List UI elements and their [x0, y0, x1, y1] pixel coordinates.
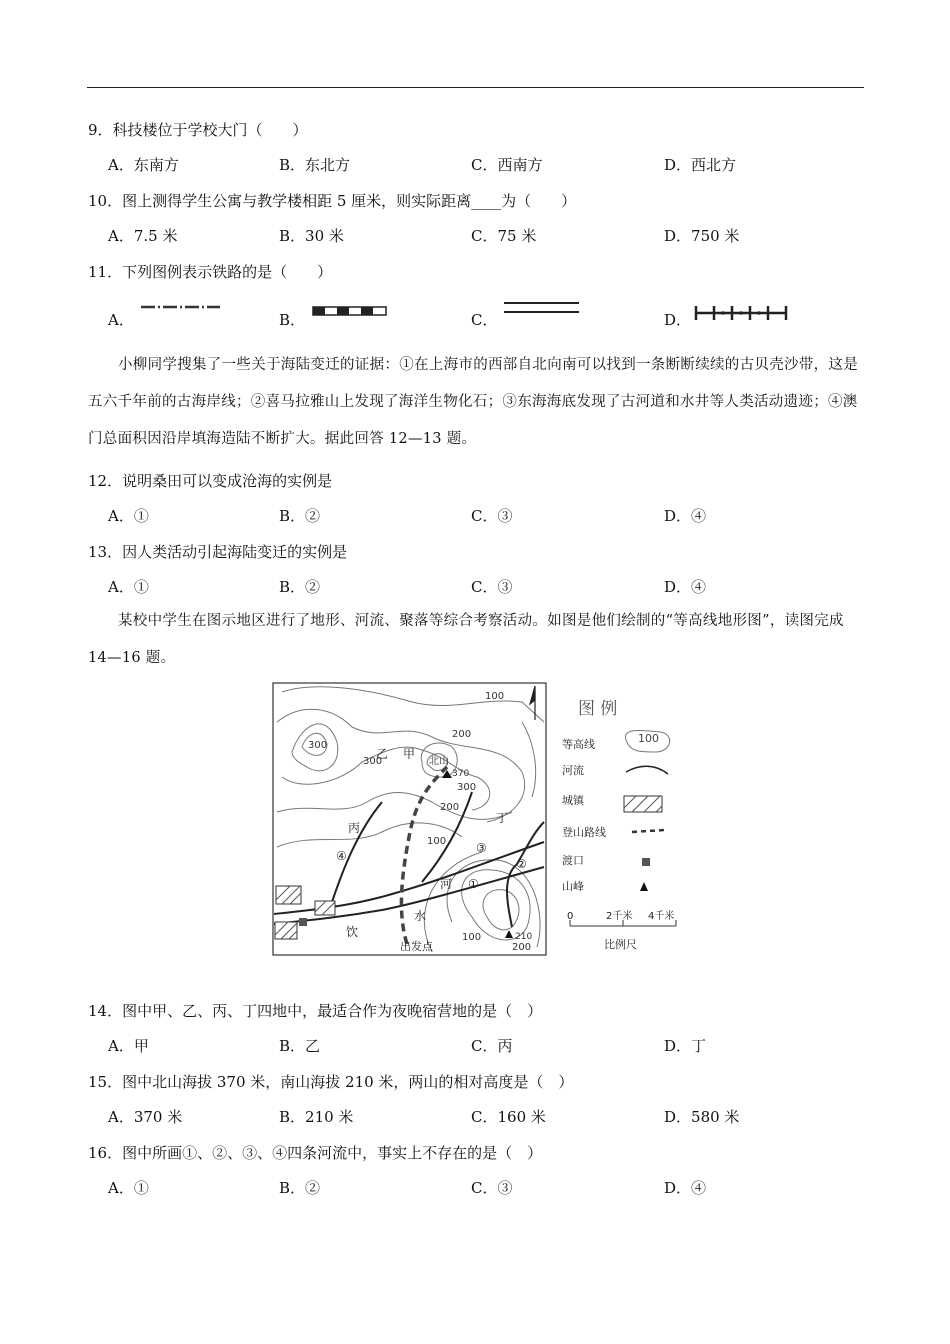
legend-ferry-label: 渡口 — [562, 854, 584, 867]
q15-option-c[interactable]: C．160 米 — [471, 1108, 546, 1126]
q13-option-d[interactable]: D．④ — [664, 578, 707, 596]
q14-option-c[interactable]: C．丙 — [471, 1037, 513, 1055]
q16-option-d[interactable]: D．④ — [664, 1179, 707, 1197]
q11-stem: 11．下列图例表示铁路的是（ ） — [88, 263, 333, 281]
map-river-number: ① — [468, 877, 479, 891]
passage-2-text: 某校中学生在图示地区进行了地形、河流、聚落等综合考察活动。如图是他们绘制的“等高线地形图”，读图完成 14—16 题。 — [88, 613, 844, 666]
legend-title: 图 例 — [578, 699, 618, 719]
header-rule — [87, 87, 864, 88]
q16-option-b[interactable]: B．② — [279, 1179, 321, 1197]
legend-peak-icon — [640, 882, 648, 891]
q10-option-c[interactable]: C．75 米 — [471, 227, 537, 245]
map-river-number: ③ — [476, 841, 487, 855]
symbol-railway-icon — [312, 305, 388, 317]
legend-scale-label: 比例尺 — [604, 938, 637, 951]
legend-contour-value: 100 — [638, 732, 659, 745]
q9-option-d[interactable]: D．西北方 — [664, 156, 737, 174]
q11-option-c[interactable]: C． — [471, 311, 498, 329]
passage-1-text: 小柳同学搜集了一些关于海陆变迁的证据：①在上海市的西部自北向南可以找到一条断断续续的古贝壳沙带，这是五六千年前的古海岸线；②喜马拉雅山上发现了海洋生物化石；③东海海底发现了古河道和水井等人类活动遗迹；④澳门总面积因沿岸填海造陆不断扩大。据此回答 12—13 题。 — [88, 357, 858, 447]
symbol-dash-dot-line-icon — [140, 301, 222, 313]
q16-stem: 16．图中所画①、②、③、④四条河流中，事实上不存在的是（ ） — [88, 1144, 543, 1162]
legend-ferry-icon — [642, 858, 650, 866]
legend-scale-2: 2千米 — [606, 911, 633, 922]
map-contour-label: 200 — [452, 729, 472, 740]
contour-map — [272, 682, 548, 957]
map-contour-label: 300 — [308, 740, 328, 751]
q11-option-d[interactable]: D． — [664, 311, 692, 329]
legend-peak-label: 山峰 — [562, 880, 584, 893]
q9-option-b[interactable]: B．东北方 — [279, 156, 351, 174]
map-start-label: 出发点 — [400, 940, 433, 953]
map-contour-label: 300 — [363, 756, 383, 767]
q10-option-b[interactable]: B．30 米 — [279, 227, 344, 245]
legend-scale-0: 0 — [567, 911, 574, 922]
map-legend — [560, 690, 690, 958]
q13-option-c[interactable]: C．③ — [471, 578, 513, 596]
q15-stem: 15．图中北山海拔 370 米，南山海拔 210 米，两山的相对高度是（ ） — [88, 1073, 574, 1091]
q9-option-a[interactable]: A．东南方 — [108, 156, 179, 174]
map-peak-label: 370 — [452, 769, 470, 779]
map-label-ding: 丁 — [496, 811, 509, 825]
map-contour-label: 100 — [427, 836, 447, 847]
q12-option-b[interactable]: B．② — [279, 507, 321, 525]
legend-scale-4: 4千米 — [648, 911, 675, 922]
q12-option-a[interactable]: A．① — [108, 507, 149, 525]
map-river-number: ④ — [336, 849, 347, 863]
legend-route-icon — [632, 830, 664, 832]
q15-option-d[interactable]: D．580 米 — [664, 1108, 740, 1126]
q16-option-a[interactable]: A．① — [108, 1179, 149, 1197]
q15-option-a[interactable]: A．370 米 — [108, 1108, 183, 1126]
q12-option-d[interactable]: D．④ — [664, 507, 707, 525]
legend-contour-label: 等高线 — [562, 738, 595, 751]
map-contour-label: 200 — [512, 942, 532, 953]
map-river-number: ② — [516, 857, 527, 871]
q14-option-d[interactable]: D．丁 — [664, 1037, 707, 1055]
map-river-label: 饮 — [346, 925, 359, 939]
q11-option-a[interactable]: A． — [108, 311, 134, 329]
q12-option-c[interactable]: C．③ — [471, 507, 513, 525]
q9-stem: 9．科技楼位于学校大门（ ） — [88, 121, 308, 139]
map-label-jia: 甲 — [403, 747, 416, 761]
map-label-yi: 乙 — [376, 747, 389, 761]
q15-option-b[interactable]: B．210 米 — [279, 1108, 354, 1126]
map-river-label: 水 — [414, 909, 427, 923]
legend-town-label: 城镇 — [562, 794, 584, 807]
q14-stem: 14．图中甲、乙、丙、丁四地中，最适合作为夜晚宿营地的是（ ） — [88, 1002, 543, 1020]
map-beishan-label: 北山 — [429, 756, 449, 767]
passage-field-trip — [88, 603, 864, 677]
q10-option-d[interactable]: D．750 米 — [664, 227, 740, 245]
q13-stem: 13．因人类活动引起海陆变迁的实例是 — [88, 543, 348, 561]
legend-route-label: 登山路线 — [562, 826, 606, 839]
q11-option-b[interactable]: B． — [279, 311, 306, 329]
map-river-label: 河 — [440, 877, 453, 891]
map-contour-label: 300 — [457, 782, 477, 793]
map-contour-label: 100 — [462, 932, 482, 943]
legend-river-label: 河流 — [562, 764, 584, 777]
map-peak-label: 210 — [515, 932, 533, 942]
q9-option-c[interactable]: C．西南方 — [471, 156, 543, 174]
map-contour-label: 200 — [440, 802, 460, 813]
symbol-double-line-icon — [503, 298, 581, 318]
q16-option-c[interactable]: C．③ — [471, 1179, 513, 1197]
legend-river-icon — [626, 766, 668, 774]
q13-option-a[interactable]: A．① — [108, 578, 149, 596]
q14-option-a[interactable]: A．甲 — [108, 1037, 149, 1055]
q14-option-b[interactable]: B．乙 — [279, 1037, 321, 1055]
legend-town-icon — [624, 796, 662, 812]
q10-option-a[interactable]: A．7.5 米 — [108, 227, 178, 245]
q10-stem: 10．图上测得学生公寓与教学楼相距 5 厘米，则实际距离____为（ ） — [88, 192, 577, 210]
q13-option-b[interactable]: B．② — [279, 578, 321, 596]
symbol-boundary-line-icon — [694, 304, 790, 322]
passage-sea-land-change — [88, 347, 864, 458]
map-contour-label: 100 — [485, 691, 505, 702]
map-label-bing: 丙 — [348, 821, 361, 835]
q12-stem: 12．说明桑田可以变成沧海的实例是 — [88, 472, 333, 490]
